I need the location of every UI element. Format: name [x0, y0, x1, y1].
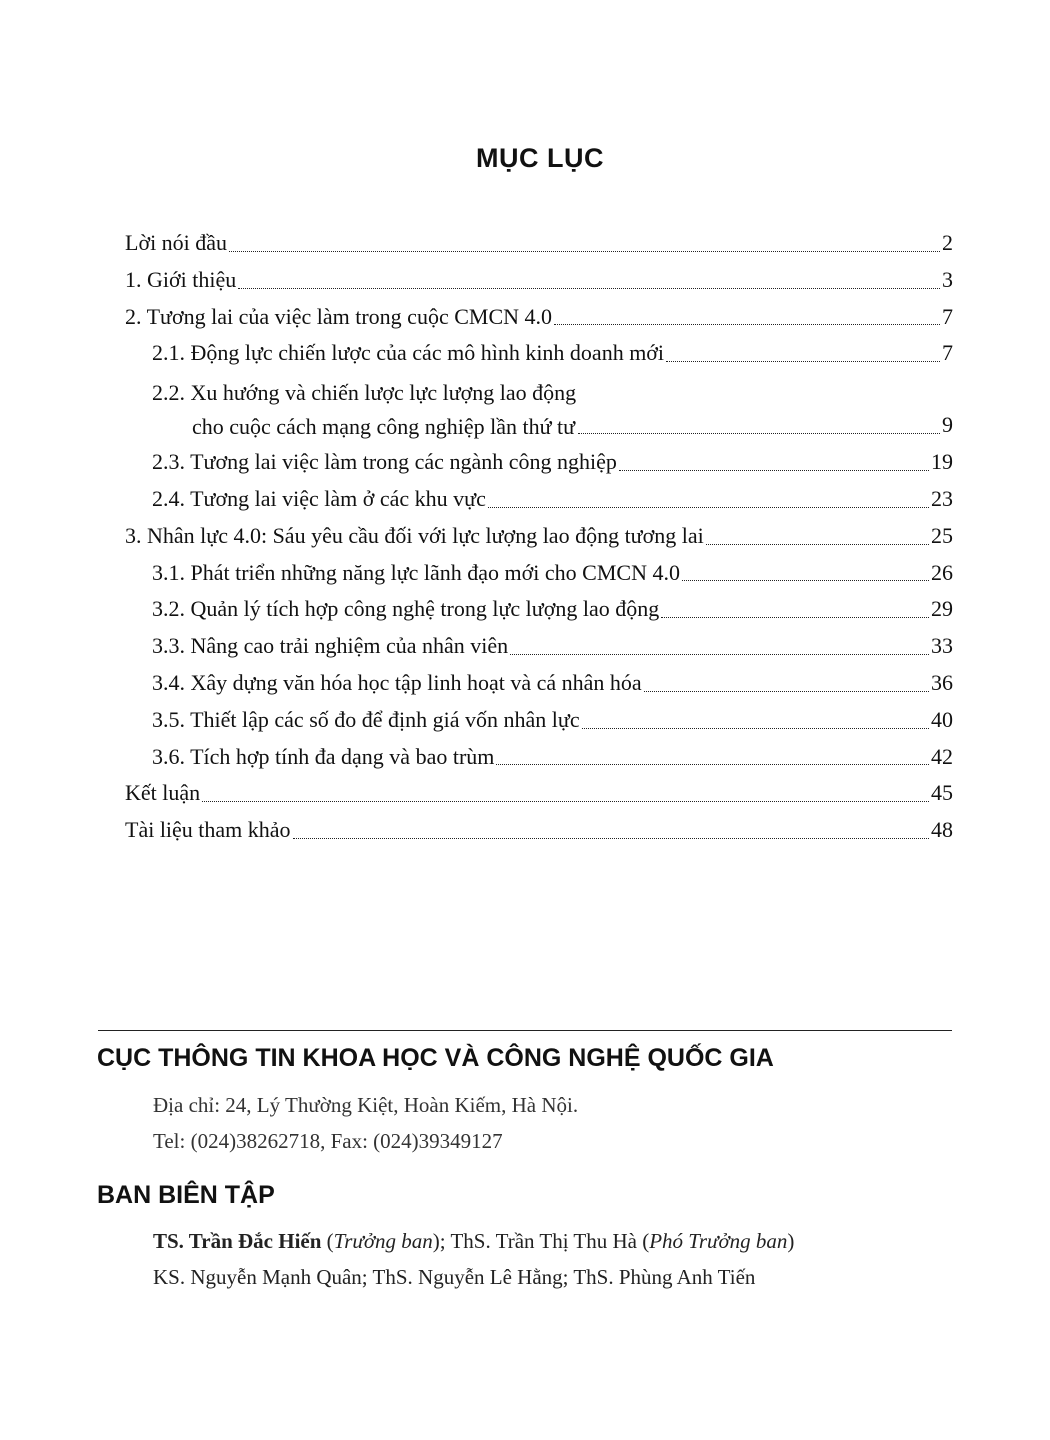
toc-entry-label: 3. Nhân lực 4.0: Sáu yêu cầu đối với lực lượng lao động tương lai: [125, 522, 704, 548]
toc-entry[interactable]: [125, 262, 953, 299]
toc-entry-label: 1. Giới thiệu: [125, 266, 237, 292]
toc-entry-page: 23: [931, 485, 953, 511]
toc-entry[interactable]: [125, 299, 953, 336]
toc-subentry[interactable]: [125, 335, 953, 372]
toc-entry-label: Tài liệu tham khảo: [125, 817, 291, 843]
toc-entry-page: 19: [931, 449, 953, 475]
toc-leader-dots: [510, 654, 929, 655]
toc-subentry[interactable]: [125, 739, 953, 776]
toc-leader-dots: [496, 764, 929, 765]
editorial-board-line-1: [153, 1229, 794, 1254]
toc-subentry[interactable]: [125, 628, 953, 665]
toc-entry[interactable]: [125, 812, 953, 849]
toc-subentry[interactable]: [125, 702, 953, 739]
toc-subentry[interactable]: [125, 555, 953, 592]
toc-leader-dots: [293, 838, 929, 839]
toc-entry-label: 3.1. Phát triển những năng lực lãnh đạo mới cho CMCN 4.0: [152, 559, 680, 585]
toc-entry-page: 9: [942, 412, 953, 438]
toc-entry-page: 48: [931, 817, 953, 843]
toc-entry-label: 2.1. Động lực chiến lược của các mô hình kinh doanh mới: [152, 340, 665, 366]
toc-entry-page: 7: [942, 340, 953, 366]
toc-entry-label: [152, 376, 576, 444]
toc-entry-label: 3.6. Tích hợp tính đa dạng và bao trùm: [152, 743, 495, 769]
toc-entry-page: 3: [942, 266, 953, 292]
toc-leader-dots: [661, 617, 929, 618]
toc-entry-page: 42: [931, 743, 953, 769]
toc-leader-dots: [238, 288, 940, 289]
toc-entry-label: 2.3. Tương lai việc làm trong các ngành công nghiệp: [152, 449, 617, 475]
organization-address: Địa chỉ: 24, Lý Thường Kiệt, Hoàn Kiếm, Hà Nội.: [153, 1093, 579, 1117]
toc-subentry[interactable]: [125, 481, 953, 518]
toc-entry-page: 2: [942, 230, 953, 255]
toc-leader-dots: [682, 580, 929, 581]
toc-entry-label-line1: 2.2. Xu hướng và chiến lược lực lượng lao động: [152, 380, 577, 406]
toc-entry-label: Kết luận: [125, 780, 201, 806]
toc-leader-dots: [619, 470, 929, 471]
toc-subentry[interactable]: [125, 665, 953, 702]
toc-entry-page: 33: [931, 633, 953, 659]
board-text: ); ThS. Trần Thị Thu Hà (: [432, 1229, 650, 1253]
toc-leader-dots: [666, 361, 940, 362]
toc-title: MỤC LỤC: [476, 143, 604, 173]
table-of-contents: [125, 225, 953, 849]
board-deputy-role: Phó Trưởng ban: [649, 1229, 788, 1253]
toc-leader-dots: [554, 324, 940, 325]
toc-entry[interactable]: [125, 518, 953, 555]
board-text: (: [321, 1229, 334, 1253]
board-head-name: TS. Trần Đắc Hiến: [153, 1229, 322, 1253]
board-text: ): [787, 1229, 795, 1253]
toc-entry[interactable]: [125, 225, 953, 262]
toc-leader-dots: [202, 801, 929, 802]
toc-entry-page: 40: [931, 706, 953, 732]
toc-leader-dots: [488, 507, 929, 508]
toc-entry-page: 45: [931, 780, 953, 806]
toc-entry-label: 3.2. Quản lý tích hợp công nghệ trong lực lượng lao động: [152, 596, 660, 622]
toc-leader-dots: [706, 544, 929, 545]
board-head-role: Trưởng ban: [333, 1229, 433, 1253]
toc-entry-label: Lời nói đầu: [125, 230, 228, 255]
toc-subentry[interactable]: [125, 444, 953, 481]
toc-leader-dots: [582, 728, 929, 729]
toc-entry-label: 3.5. Thiết lập các số đo để định giá vốn nhân lực: [152, 706, 580, 732]
toc-leader-dots: [229, 251, 940, 252]
toc-entry-label: 3.3. Nâng cao trải nghiệm của nhân viên: [152, 633, 509, 659]
section-divider: [98, 1030, 952, 1031]
toc-entry-page: 7: [942, 303, 953, 329]
toc-entry[interactable]: [125, 775, 953, 812]
toc-entry-label: 3.4. Xây dựng văn hóa học tập linh hoạt và cá nhân hóa: [152, 669, 642, 695]
toc-entry-label: 2.4. Tương lai việc làm ở các khu vực: [152, 485, 486, 511]
organization-contact: Tel: (024)38262718, Fax: (024)39349127: [153, 1129, 503, 1153]
editorial-board-line-2: KS. Nguyễn Mạnh Quân; ThS. Nguyễn Lê Hằng; ThS. Phùng Anh Tiến: [153, 1265, 756, 1289]
toc-entry-page: 36: [931, 669, 953, 695]
toc-entry-label: 2. Tương lai của việc làm trong cuộc CMCN 4.0: [125, 303, 553, 329]
toc-entry-label-line2: cho cuộc cách mạng công nghiệp lần thứ tư: [192, 414, 576, 440]
toc-entry-page: 26: [931, 559, 953, 585]
toc-subentry[interactable]: [125, 591, 953, 628]
editorial-board-title: BAN BIÊN TẬP: [97, 1181, 275, 1209]
toc-entry-page: 25: [931, 522, 953, 548]
toc-subentry[interactable]: [125, 372, 953, 444]
organization-title: CỤC THÔNG TIN KHOA HỌC VÀ CÔNG NGHỆ QUỐC GIA: [97, 1044, 774, 1072]
toc-leader-dots: [644, 691, 929, 692]
toc-leader-dots: [578, 433, 940, 434]
toc-entry-page: 29: [931, 596, 953, 622]
